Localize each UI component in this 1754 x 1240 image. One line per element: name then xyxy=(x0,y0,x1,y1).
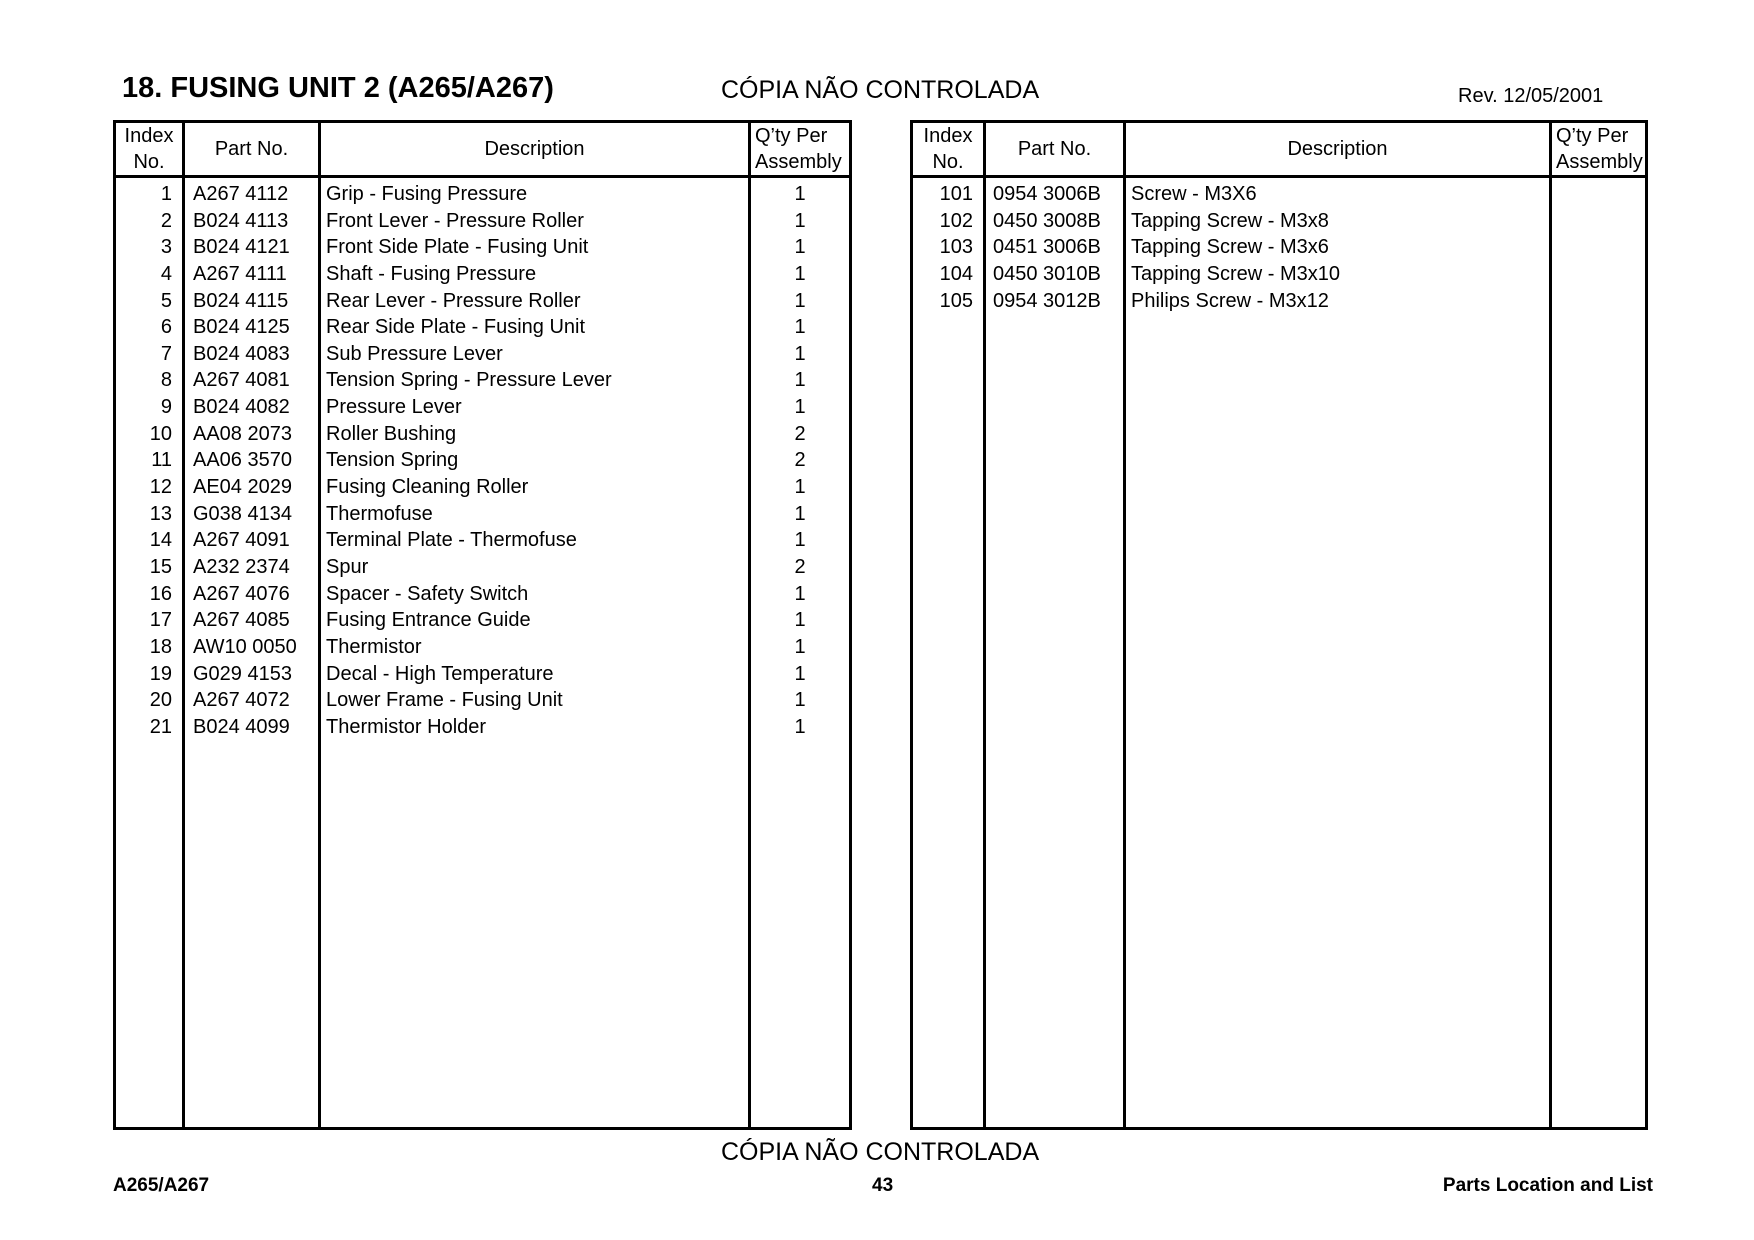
table-row xyxy=(116,714,849,741)
table-row xyxy=(913,208,1645,235)
description-header: Description xyxy=(1287,138,1388,160)
part-no-cell: 0451 3006B xyxy=(993,236,1101,259)
description-cell: Rear Lever - Pressure Roller xyxy=(326,289,581,312)
index-header-line2: No. xyxy=(932,151,964,173)
description-cell: Lower Frame - Fusing Unit xyxy=(326,689,563,712)
part-no-cell: 0450 3008B xyxy=(993,209,1101,232)
description-cell: Terminal Plate - Thermofuse xyxy=(326,529,577,552)
table-row xyxy=(116,661,849,688)
part-no-header: Part No. xyxy=(214,138,289,160)
table-row xyxy=(116,367,849,394)
qty-header-line1: Q’ty Per xyxy=(1556,125,1629,147)
index-cell: 17 xyxy=(149,609,172,632)
part-no-cell: AA08 2073 xyxy=(193,422,292,445)
part-no-header: Part No. xyxy=(1017,138,1092,160)
description-cell: Tension Spring - Pressure Lever xyxy=(326,369,612,392)
table-row xyxy=(116,501,849,528)
table-row xyxy=(116,261,849,288)
index-header-line1: Index xyxy=(923,125,973,147)
table-row xyxy=(116,687,849,714)
qty-cell: 1 xyxy=(794,369,806,392)
part-no-cell: A267 4111 xyxy=(193,262,287,285)
table-row xyxy=(116,234,849,261)
table-row xyxy=(116,447,849,474)
part-no-cell: AA06 3570 xyxy=(193,449,292,472)
part-no-cell: 0954 3006B xyxy=(993,183,1101,205)
index-cell: 5 xyxy=(160,289,172,312)
table-row xyxy=(116,581,849,608)
index-cell: 20 xyxy=(149,689,172,712)
table-row xyxy=(116,527,849,554)
description-cell: Shaft - Fusing Pressure xyxy=(326,262,537,285)
description-cell: Thermistor xyxy=(326,635,422,658)
description-cell: Spur xyxy=(326,555,369,578)
index-cell: 104 xyxy=(939,262,973,285)
part-no-cell: A267 4072 xyxy=(193,689,290,712)
table-row xyxy=(913,234,1645,261)
description-cell: Front Lever - Pressure Roller xyxy=(326,209,584,232)
parts-table-right xyxy=(910,120,1648,1130)
table-row xyxy=(913,181,1645,208)
index-cell: 13 xyxy=(149,502,172,525)
index-header xyxy=(913,123,983,175)
qty-cell: 1 xyxy=(794,262,806,285)
table-row xyxy=(116,634,849,661)
part-no-cell: B024 4113 xyxy=(193,209,289,232)
part-no-cell: B024 4083 xyxy=(193,342,290,365)
part-no-cell: B024 4125 xyxy=(193,316,290,339)
qty-cell: 1 xyxy=(794,529,806,552)
table-row xyxy=(913,261,1645,288)
qty-cell: 1 xyxy=(794,582,806,605)
qty-cell: 1 xyxy=(794,289,806,312)
table-row xyxy=(116,341,849,368)
qty-header-line1: Q’ty Per xyxy=(755,125,828,147)
table-row xyxy=(116,288,849,315)
table-row xyxy=(116,607,849,634)
qty-header xyxy=(1552,123,1649,175)
part-no-cell: B024 4099 xyxy=(193,715,290,738)
index-header-line2: No. xyxy=(133,151,165,173)
description-cell: Fusing Cleaning Roller xyxy=(326,476,529,499)
index-cell: 15 xyxy=(149,555,172,578)
part-no-cell: A232 2374 xyxy=(193,555,290,578)
description-cell: Tapping Screw - M3x10 xyxy=(1131,262,1340,285)
description-cell: Philips Screw - M3x12 xyxy=(1131,289,1329,312)
table-row xyxy=(116,208,849,235)
table-body-left xyxy=(116,181,849,740)
table-row xyxy=(116,314,849,341)
description-cell: Grip - Fusing Pressure xyxy=(326,183,528,205)
index-cell: 101 xyxy=(939,183,973,205)
qty-cell: 1 xyxy=(794,715,806,738)
header-divider xyxy=(913,175,1645,178)
description-cell: Spacer - Safety Switch xyxy=(326,582,529,605)
description-cell: Sub Pressure Lever xyxy=(326,342,503,365)
footer-model: A265/A267 xyxy=(113,1175,210,1196)
qty-header xyxy=(751,123,853,175)
table-body-right xyxy=(913,181,1645,314)
qty-cell: 1 xyxy=(794,342,806,365)
qty-cell: 2 xyxy=(794,555,806,578)
index-cell: 9 xyxy=(160,396,172,419)
qty-cell: 1 xyxy=(794,502,806,525)
description-cell: Tapping Screw - M3x6 xyxy=(1131,236,1329,259)
qty-header-line2: Assembly xyxy=(1556,151,1643,173)
index-cell: 2 xyxy=(160,209,172,232)
index-header-line1: Index xyxy=(124,125,174,147)
page-title: 18. FUSING UNIT 2 (A265/A267) xyxy=(122,72,554,104)
description-cell: Thermistor Holder xyxy=(326,715,487,738)
table-row xyxy=(913,288,1645,315)
qty-header-line2: Assembly xyxy=(755,151,842,173)
part-no-cell: G038 4134 xyxy=(193,502,292,525)
description-cell: Pressure Lever xyxy=(326,396,462,419)
part-no-cell: A267 4081 xyxy=(193,369,290,392)
index-cell: 18 xyxy=(149,635,172,658)
index-cell: 7 xyxy=(160,342,172,365)
qty-cell: 1 xyxy=(794,476,806,499)
index-cell: 105 xyxy=(939,289,973,312)
part-no-cell: AE04 2029 xyxy=(193,476,292,499)
index-header xyxy=(116,123,182,175)
index-cell: 3 xyxy=(160,236,172,259)
part-no-cell: B024 4121 xyxy=(193,236,290,259)
index-cell: 103 xyxy=(939,236,973,259)
index-cell: 6 xyxy=(160,316,172,339)
part-no-cell: B024 4082 xyxy=(193,396,290,419)
index-cell: 21 xyxy=(149,715,172,738)
description-cell: Decal - High Temperature xyxy=(326,662,554,685)
description-header: Description xyxy=(484,138,585,160)
part-no-cell: AW10 0050 xyxy=(193,635,297,658)
index-cell: 14 xyxy=(149,529,172,552)
part-no-cell: A267 4091 xyxy=(193,529,290,552)
qty-cell: 1 xyxy=(794,183,806,205)
qty-cell: 1 xyxy=(794,635,806,658)
header-divider xyxy=(116,175,849,178)
index-cell: 1 xyxy=(160,183,172,205)
description-cell: Screw - M3X6 xyxy=(1131,183,1257,205)
qty-cell: 1 xyxy=(794,236,806,259)
description-cell: Tapping Screw - M3x8 xyxy=(1131,209,1329,232)
table-row xyxy=(116,181,849,208)
qty-cell: 1 xyxy=(794,316,806,339)
index-cell: 19 xyxy=(149,662,172,685)
part-no-cell: G029 4153 xyxy=(193,662,292,685)
part-no-cell: B024 4115 xyxy=(193,289,289,312)
watermark-bottom: CÓPIA NÃO CONTROLADA xyxy=(721,1138,1040,1166)
table-row xyxy=(116,474,849,501)
qty-cell: 2 xyxy=(794,422,806,445)
description-cell: Front Side Plate - Fusing Unit xyxy=(326,236,589,259)
index-cell: 12 xyxy=(149,476,172,499)
index-cell: 102 xyxy=(939,209,973,232)
qty-cell: 1 xyxy=(794,689,806,712)
qty-cell: 2 xyxy=(794,449,806,472)
part-no-cell: A267 4076 xyxy=(193,582,290,605)
qty-cell: 1 xyxy=(794,609,806,632)
index-cell: 10 xyxy=(149,422,172,445)
part-no-cell: A267 4085 xyxy=(193,609,290,632)
description-cell: Rear Side Plate - Fusing Unit xyxy=(326,316,586,339)
part-no-cell: A267 4112 xyxy=(193,183,289,205)
table-row xyxy=(116,394,849,421)
description-cell: Tension Spring xyxy=(326,449,459,472)
table-row xyxy=(116,421,849,448)
part-no-cell: 0450 3010B xyxy=(993,262,1101,285)
index-cell: 8 xyxy=(160,369,172,392)
table-row xyxy=(116,554,849,581)
part-no-cell: 0954 3012B xyxy=(993,289,1101,312)
description-cell: Roller Bushing xyxy=(326,422,457,445)
qty-cell: 1 xyxy=(794,209,806,232)
qty-cell: 1 xyxy=(794,662,806,685)
description-cell: Thermofuse xyxy=(326,502,433,525)
index-cell: 11 xyxy=(151,449,172,472)
page-number: 43 xyxy=(872,1175,894,1196)
index-cell: 16 xyxy=(149,582,172,605)
qty-cell: 1 xyxy=(794,396,806,419)
footer-section: Parts Location and List xyxy=(1442,1175,1653,1196)
watermark-top: CÓPIA NÃO CONTROLADA xyxy=(721,76,1040,104)
revision-date: Rev. 12/05/2001 xyxy=(1458,85,1604,107)
description-cell: Fusing Entrance Guide xyxy=(326,609,531,632)
index-cell: 4 xyxy=(160,262,172,285)
parts-table-left xyxy=(113,120,852,1130)
